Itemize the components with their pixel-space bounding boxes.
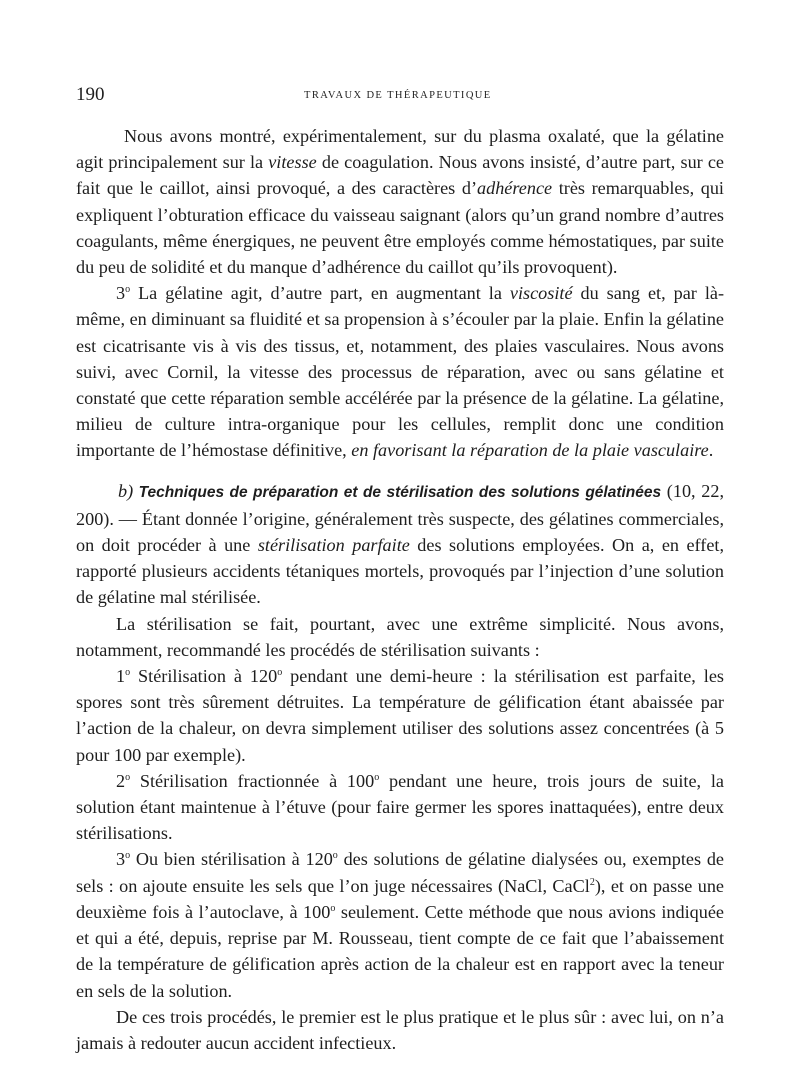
list-item-method-1: 1$^o$ Stérilisation à 120$^o$ pendant une demi-heure : la stérilisation est parfaite, les spores sont très sûrement détruites. La température de gélification étant abaissée par l’action de la chaleur, on devra simplement utiliser des solutions assez concentrées (à 5 pour 100 par exemple). xyxy=(76,666,724,765)
list-item-method-2: 2$^o$ Stérilisation fractionnée à 100$^o$ pendant une heure, trois jours de suite, la solution étant maintenue à l’étuve (pour faire germer les spores inattaquées), entre deux stérilisations. xyxy=(76,770,724,844)
running-title: TRAVAUX DE THÉRAPEUTIQUE xyxy=(304,90,492,101)
paragraph-coagulation: Nous avons montré, expérimentalement, sur du plasma oxalaté, que la gélatine agit principalement sur la vitesse de coagulation. Nous avons insisté, d’autre part, sur ce fait que le caillot, ainsi provoqué, a des caractères d’adhérence très remarquables, qui expliquent l’obturation efficace du vaisseau saignant (alors qu’un grand nombre d’autres coagulants, même énergiques, ne peuvent être employés comme hémostatiques, par suite du peu de solidité et du manque d’adhérence du caillot qu’ils provoquent). xyxy=(76,126,724,278)
paragraph-viscosite: 3$^o$ La gélatine agit, d’autre part, en augmentant la viscosité du sang et, par là-même, en diminuant sa fluidité et sa propension à s’écouler par la plaie. Enfin la gélatine est cicatrisante vis à vis des tissus, et, notamment, des plaies vasculaires. Nous avons suivi, avec Cornil, la vitesse des processus de réparation, avec ou sans gélatine et constaté que cette réparation semble accélérée par la présence de la gélatine. La gélatine, milieu de culture intra-organique pour les cellules, remplit donc une condition importante de l’hémostase définitive, en favorisant la réparation de la plaie vasculaire. xyxy=(76,283,725,461)
section-b-techniques: b) Techniques de préparation et de stérilisation des solutions gélatinées (10, 22, 200). — Étant donnée l’origine, généralement très suspecte, des gélatines commerciales, on doit procéder à une stérilisation parfaite des solutions employées. On a, en effet, rapporté plusieurs accidents tétaniques mortels, provoqués par l’injection d’une solution de gélatine mal stérilisée. xyxy=(76,480,724,608)
list-item-method-3: 3$^o$ Ou bien stérilisation à 120$^o$ des solutions de gélatine dialysées ou, exemptes de sels : on ajoute ensuite les sels que l’on juge nécessaires (NaCl, CaCl$^2$), et on passe une deuxième fois à l’autoclave, à 100$^o$ seulement. Cette méthode que nous avions indiquée et qui a été, depuis, reprise par M. Rousseau, tient compte de ce fait que l’abaissement de la température de gélification après action de la chaleur est en rapport avec la teneur en sels de la solution. xyxy=(76,849,725,1001)
section-heading: Techniques de préparation et de stérilisation des solutions gélatinées xyxy=(133,483,662,501)
emphasis-reparation: en favorisant la réparation de la plaie vasculaire xyxy=(351,440,709,461)
paragraph-procedes: La stérilisation se fait, pourtant, avec une extrême simplicité. Nous avons, notamment, recommandé les procédés de stérilisation suivants : xyxy=(76,613,724,660)
paragraph-conclusion: De ces trois procédés, le premier est le plus pratique et le plus sûr : avec lui, on n’a jamais à redouter aucun accident infectieux. xyxy=(76,1006,724,1053)
emphasis-sterilisation: stérilisation parfaite xyxy=(257,535,410,556)
page-number: 190 xyxy=(76,84,105,105)
emphasis-adherence: adhérence xyxy=(477,178,553,199)
emphasis-vitesse: vitesse xyxy=(268,152,317,173)
body-text xyxy=(76,123,724,1056)
running-head xyxy=(76,84,724,108)
section-letter: b) xyxy=(118,480,134,501)
emphasis-viscosite: viscosité xyxy=(509,283,573,304)
